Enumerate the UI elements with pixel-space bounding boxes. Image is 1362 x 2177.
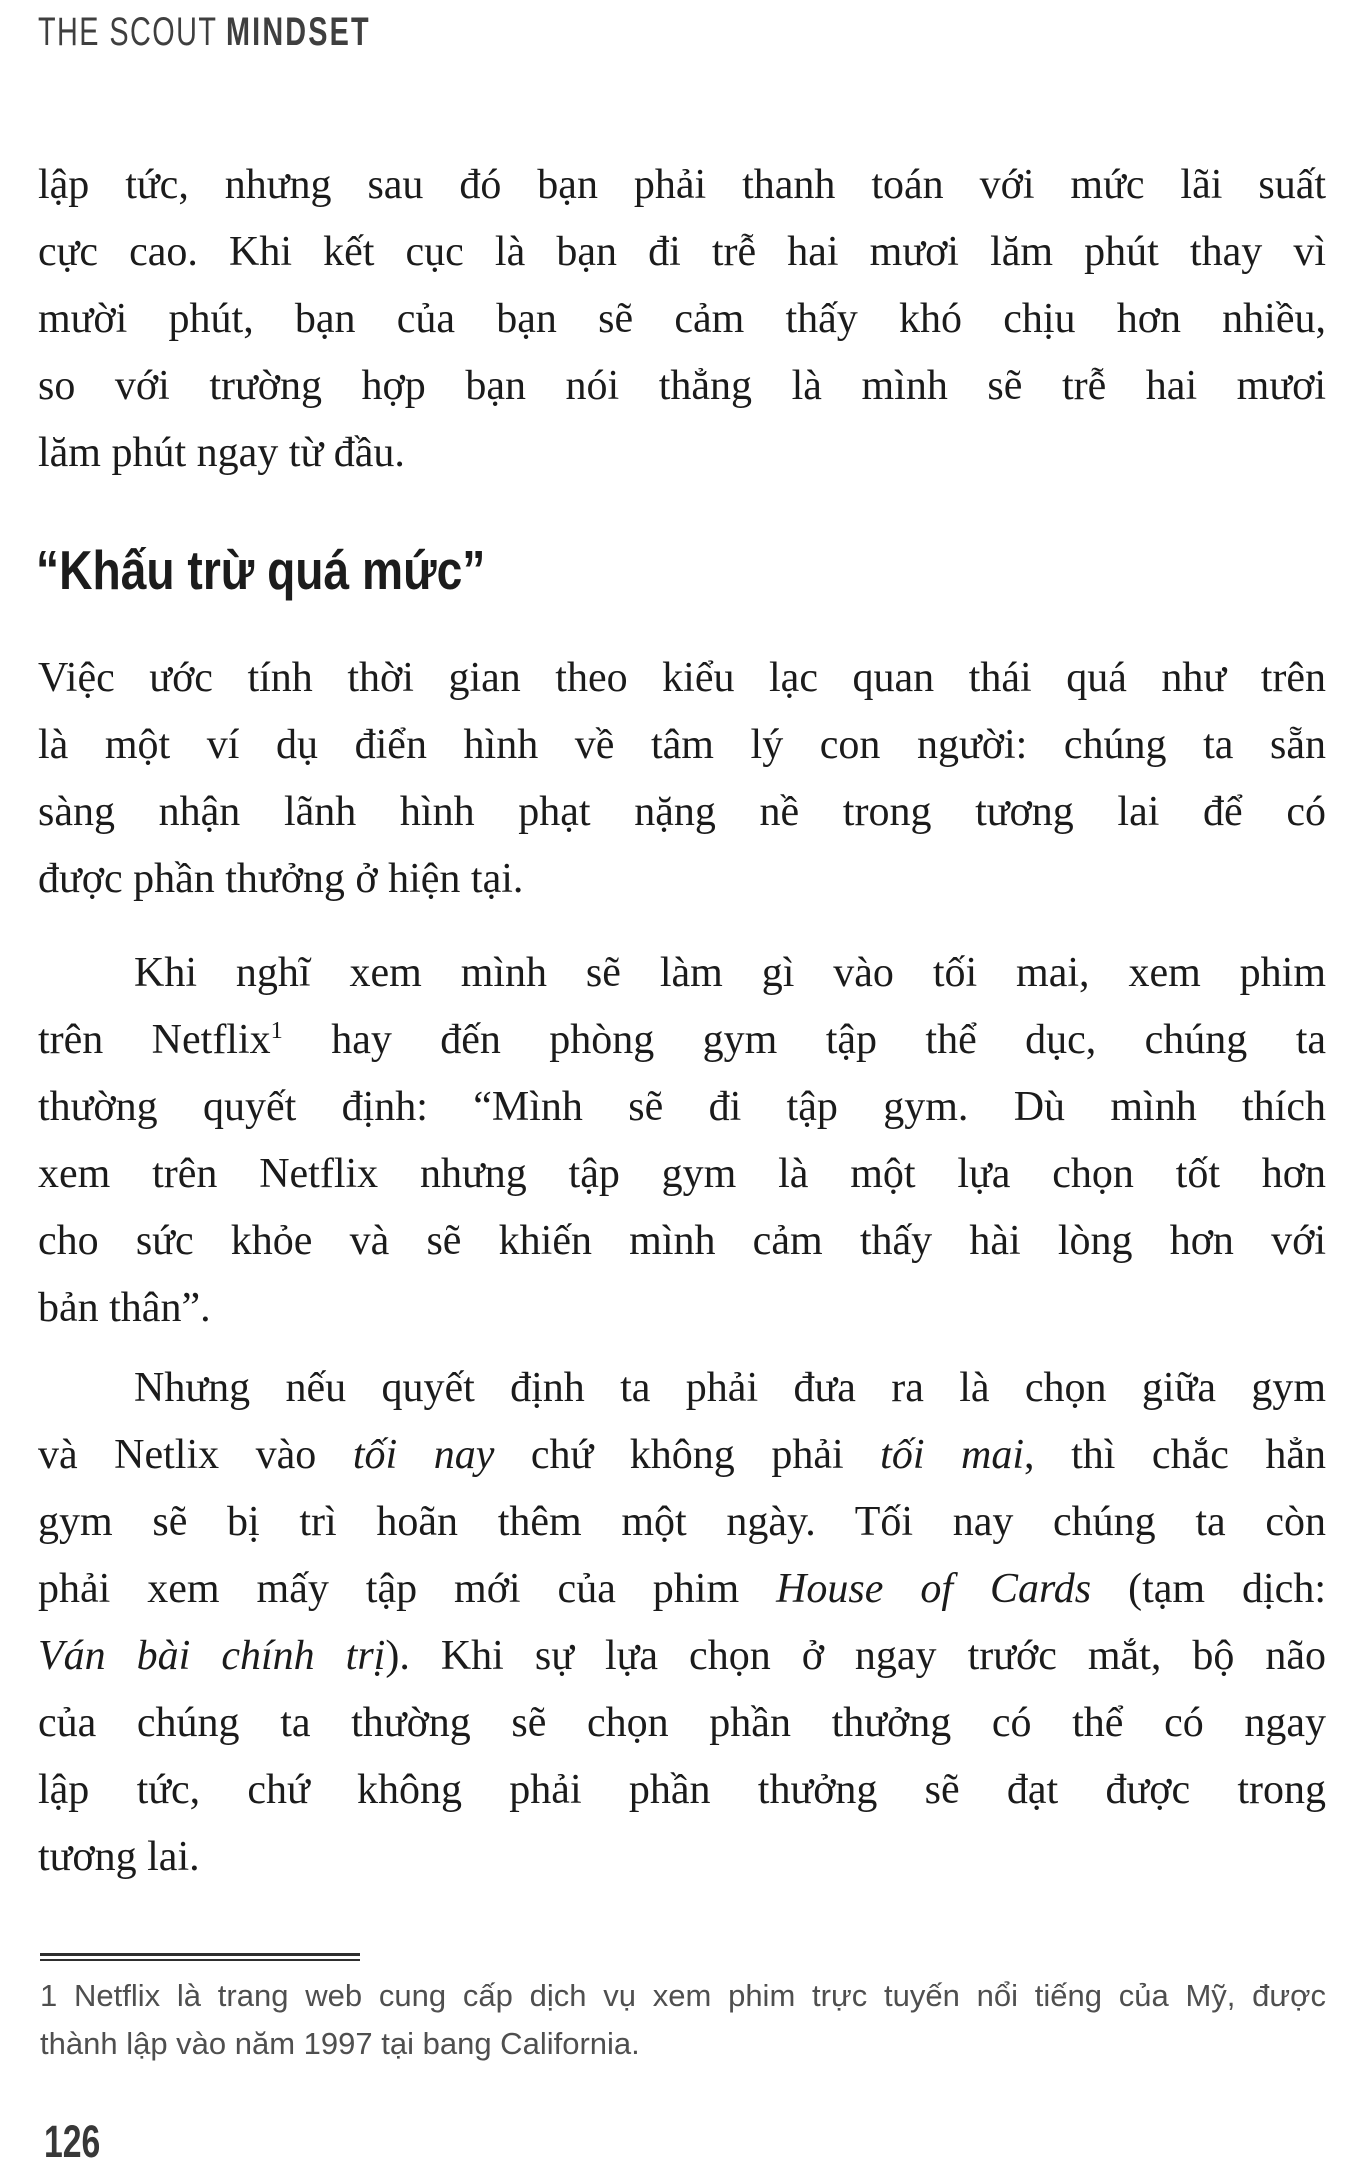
body-paragraph-4: Nhưng nếu quyết định ta phải đưa ra là chọn giữa gym và Netlix vào tối nay chứ không phải tối mai, thì chắc hẳn gym sẽ bị trì hoãn thêm một ngày. Tối nay chúng ta còn phải xem mấy tập mới của phim House of Cards (tạm dịch: Ván bài chính trị). Khi sự lựa chọn ở ngay trước mắt, bộ não của chúng ta thường sẽ chọn phần thưởng có thể có ngay lập tức, chứ không phải phần thưởng sẽ đạt được trong tương lai. xyxy=(38,1365,1327,1880)
section-heading xyxy=(36,538,571,602)
section-heading-text: “Khấu trừ quá mức” xyxy=(36,539,486,601)
book-title-regular: THE SCOUT xyxy=(38,10,218,54)
running-header xyxy=(38,10,371,55)
body-paragraph-3: Khi nghĩ xem mình sẽ làm gì vào tối mai, xem phim trên Netflix$^1$ hay đến phòng gym tập thể dục, chúng ta thường quyết định: “Mình sẽ đi tập gym. Dù mình thích xem trên Netflix nhưng tập gym là một lựa chọn tốt hơn cho sức khỏe và sẽ khiến mình cảm thấy hài lòng hơn với bản thân”. xyxy=(38,950,1326,1331)
body-paragraph-1: lập tức, nhưng sau đó bạn phải thanh toán với mức lãi suất cực cao. Khi kết cục là bạn đi trễ hai mươi lăm phút thay vì mười phút, bạn của bạn sẽ cảm thấy khó chịu hơn nhiều, so với trường hợp bạn nói thẳng là mình sẽ trễ hai mươi lăm phút ngay từ đầu. xyxy=(38,162,1326,476)
footnote: 1 Netflix là trang web cung cấp dịch vụ xem phim trực tuyến nổi tiếng của Mỹ, được thành lập vào năm 1997 tại bang California. xyxy=(40,1978,1326,2061)
page-number xyxy=(44,2116,119,2168)
page-number-text: 126 xyxy=(44,2116,101,2167)
body-paragraph-2: Việc ước tính thời gian theo kiểu lạc quan thái quá như trên là một ví dụ điển hình về tâm lý con người: chúng ta sẵn sàng nhận lãnh hình phạt nặng nề trong tương lai để có được phần thưởng ở hiện tại. xyxy=(38,655,1326,902)
footnote-divider xyxy=(40,1953,360,1961)
book-title-bold: MINDSET xyxy=(226,10,371,54)
